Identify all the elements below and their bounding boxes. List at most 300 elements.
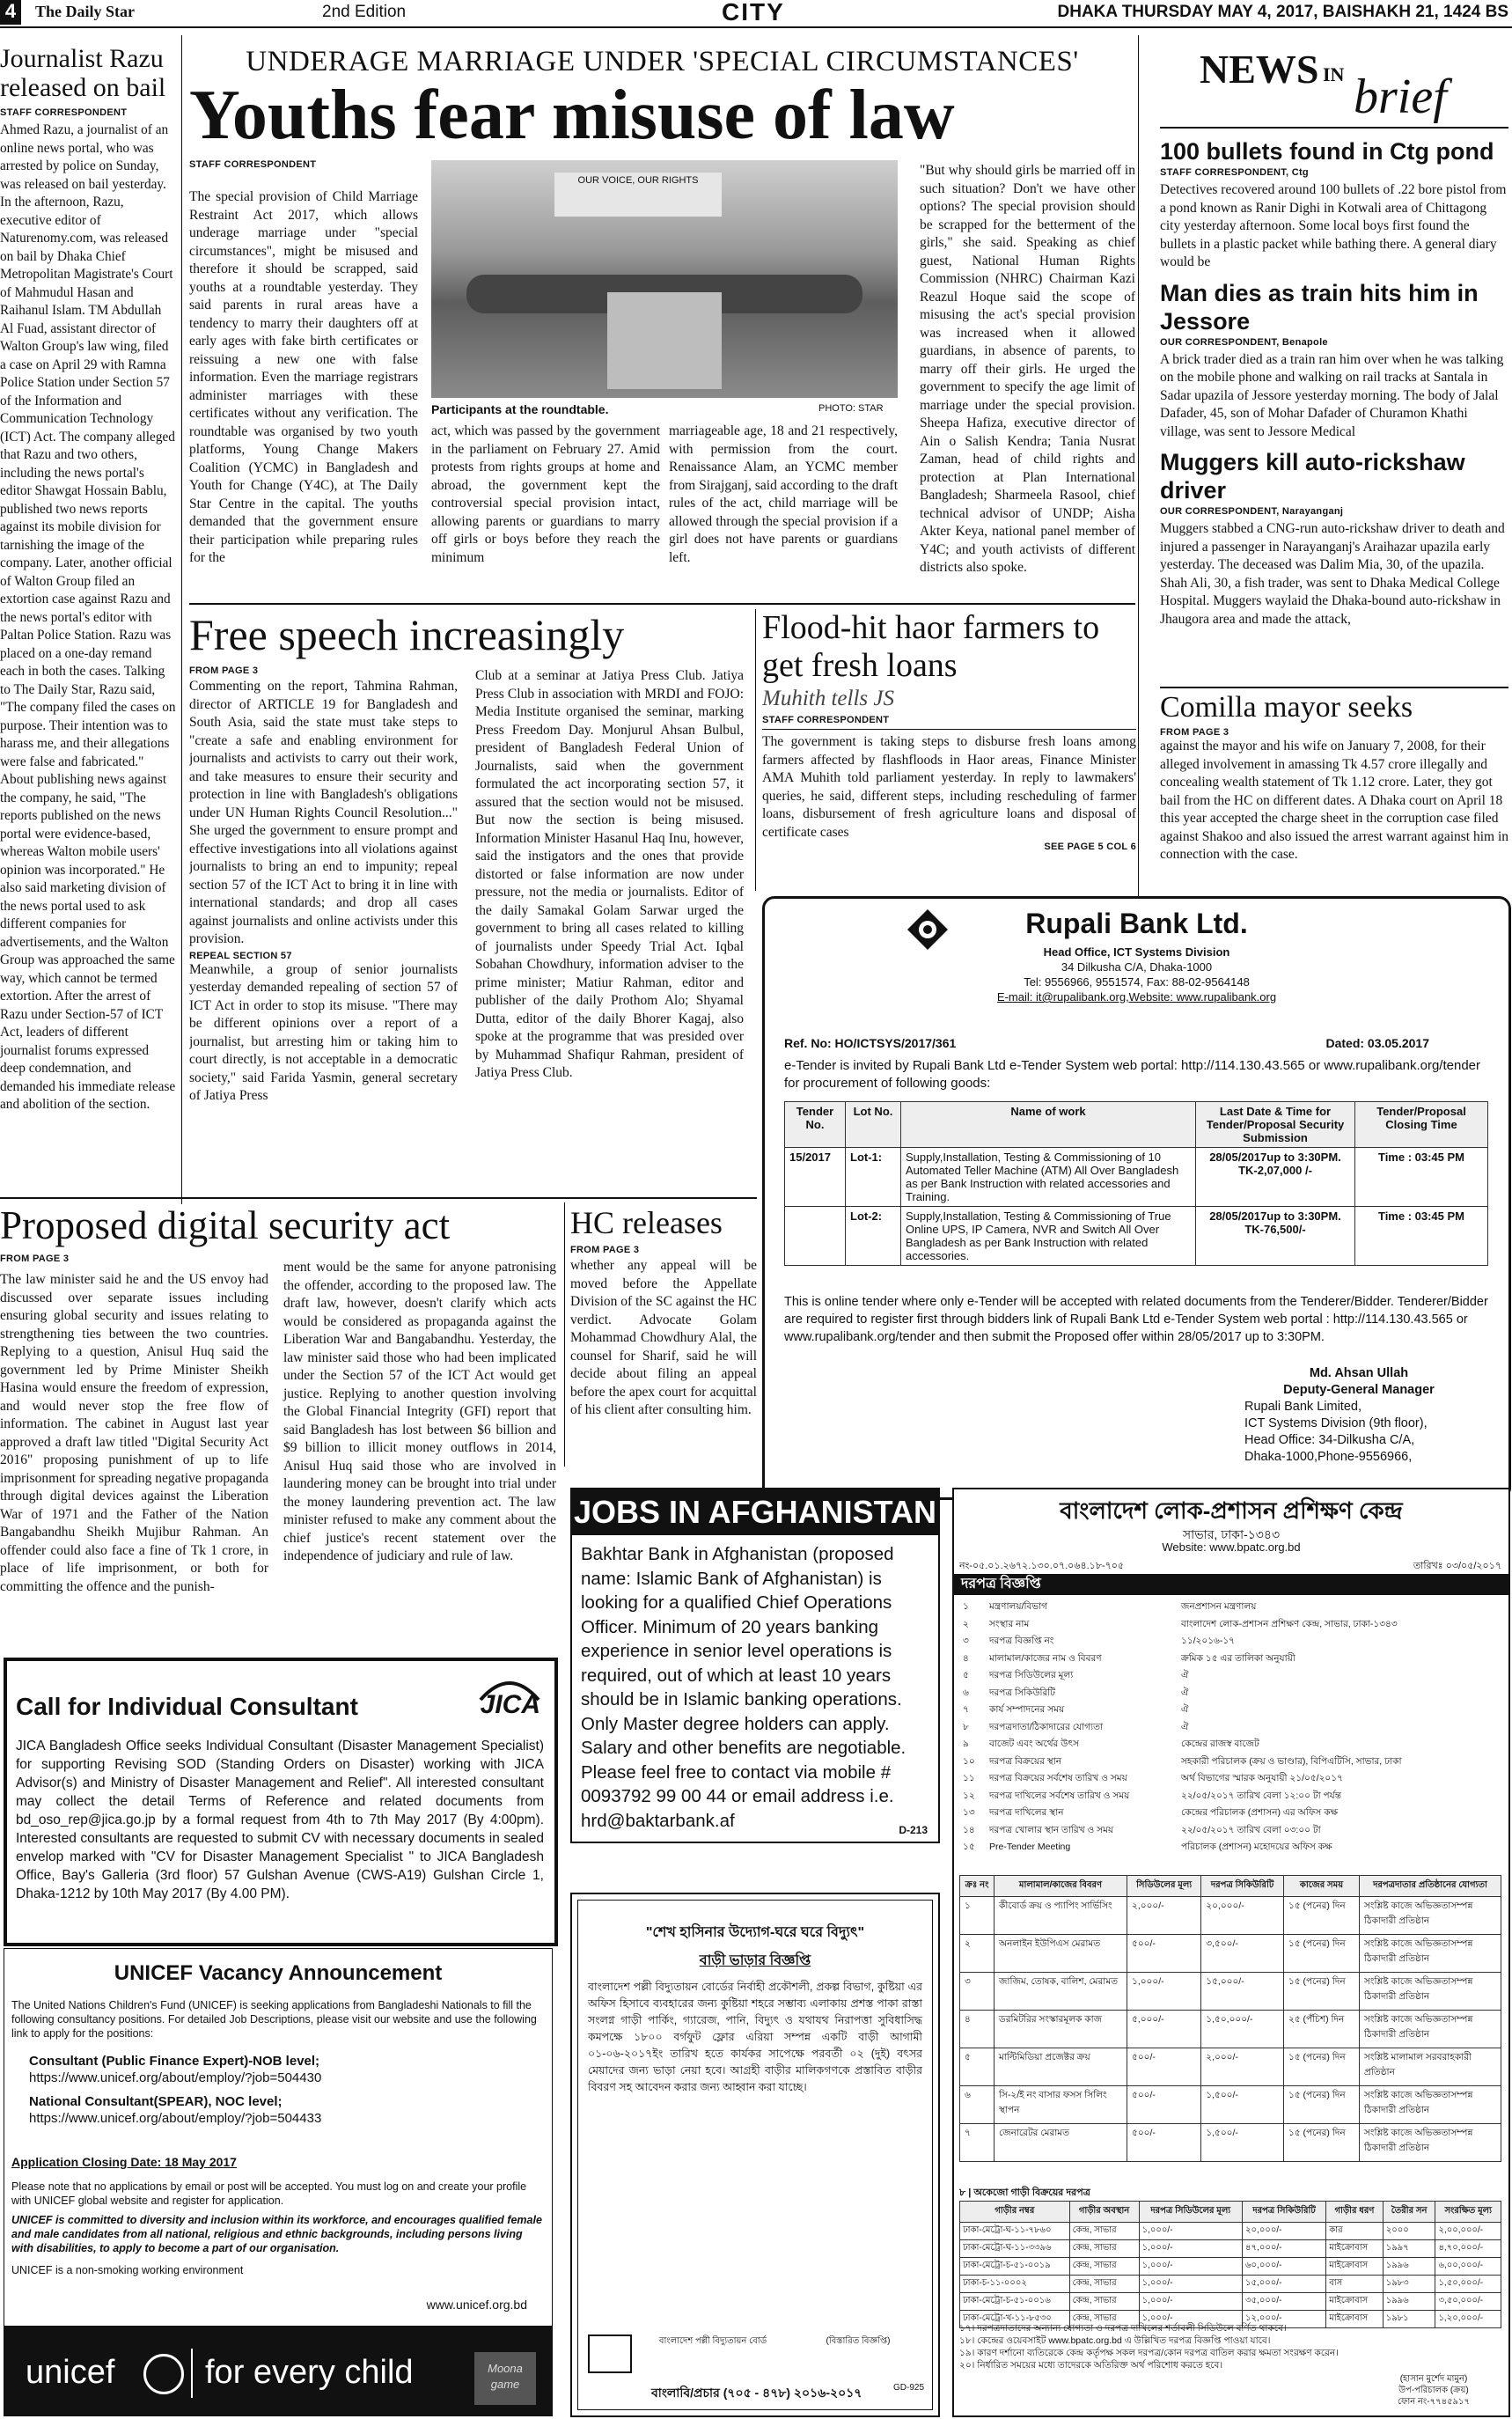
- info-row: [959, 1736, 1501, 1754]
- info-row: [959, 1685, 1501, 1702]
- signatory-name: Md. Ahsan Ullah: [1309, 1366, 1409, 1380]
- brief-body: Muggers stabbed a CNG-run auto-rickshaw driver to death and injured a passenger in Narayanganj's Araihazar upazila early yesterday. The deceased was Dalim Mia, 30, of the upazila. Shah Ali, 30, a fish trader, was sent to Dhaka Medical College Hospital. Muggers waylaid the Dhaka-bound auto-rickshaw in Jhaugora area and made the attack,: [1160, 521, 1505, 627]
- from-page: FROM PAGE 3: [1160, 727, 1229, 738]
- nib-in: IN: [1323, 63, 1345, 85]
- cell: ১৫ (পনের) দিন: [1284, 1935, 1360, 1973]
- brief-body: Detectives recovered around 100 bullets of .22 bore pistol from a pond known as Ranir Dighi in Kotwali area of Chittagong city yesterday afternoon. Some local boys first found the bullets in a plastic packet while bathing there. A general diary would be: [1160, 182, 1507, 269]
- ad-unicef: [4, 1948, 553, 2416]
- cell: ৪: [960, 2011, 995, 2048]
- ad-jobs-afghanistan: [570, 1488, 940, 1843]
- cell: ঢাকা-মেট্রো-চ-৫১-০০১৬: [960, 2293, 1070, 2311]
- headline: Free speech increasingly: [189, 610, 625, 659]
- ad-subtitle: সাভার, ঢাকা-১৩৪৩: [1182, 1527, 1281, 1541]
- body-text: The government is taking steps to disburse fresh loans among farmers affected by flashfloods in Haor areas, Finance Minister AMA Muhith told parliament yesterday. In reply to lawmakers' queries, he said, different steps, including rescheduling of farmer loans, disbursement of fresh agriculture loans and disposal of certificate cases: [762, 729, 1136, 842]
- table-row: [960, 2293, 1501, 2311]
- body-text: Ahmed Razu, a journalist of an online news portal, who was arrested by police on Sunday, was released on bail yesterday. In the afternoon, Razu, executive editor of Naturenomy.com, was released on bail by Dhaka Chief Metropolitan Magistrate's Court of Mahmudul Hasan and Raihanul Islam. TM Abdullah Al Fuad, assistant director of Walton Group's law wing, filed a case on April 29 with Ramna Police Station under Section 57 of the Information and Communication Technology (ICT) Act. The company alleged that Razu and two others, including the news portal's editor Shawgat Hossain Bablu, published two news reports against its mobile division for tarnishing the image of the company. Later, another official of Walton Group filed an extortion case against Razu and the news portal's editor with Paltan Police Station. Razu was placed on a one-day remand each in both the cases. Talking to The Daily Star, Razu said, "The company filed the cases on purpose. Their intention was to harass me, and their allegations were false and fabricated." About publishing news against the company, he said, "The reports published on the news portal were evidence-based, whereas Walton mobile users' opinion was incorporated." He also said marketing division of the news portal used to ask different companies for advertisements, and the Walton Group was approached the same way, which cannot be termed extortion. After the arrest of Razu under Section-57 of ICT Act, leaders of different journalist forums expressed deep condemnation, and demanded his immediate release and abolition of the section.: [0, 122, 176, 1112]
- section-label: CITY: [722, 0, 785, 26]
- cell: ৫০০/-: [1127, 1935, 1201, 1973]
- photo-credit: PHOTO: STAR: [818, 403, 884, 414]
- cell: কার: [1326, 2223, 1384, 2240]
- col-header: দরপত্র সিকিউরিটি: [1243, 2202, 1326, 2223]
- cell: ১৯৯৬: [1383, 2293, 1435, 2311]
- cell: ৭: [960, 2124, 995, 2162]
- cell: জাজিম, তোষক, বালিশ, মেরামত: [995, 1973, 1127, 2011]
- cell: ৪: [963, 1652, 969, 1664]
- note-line: ১৭। দরপত্রদাতাদের অন্যান্য যোগ্যতা ও দরপত্র দাখিলের শর্তাবলী সিডিউলে বর্ণিত থাকবে।: [959, 2323, 1287, 2334]
- memo-number: নং-০৫.০১.২৬৭২.১৩০.০৭.০৬৪.১৮-৭০৫: [959, 1561, 1125, 1571]
- cell: সংশ্লিষ্ট মালামাল সরবরাহকারী প্রতিষ্ঠান: [1360, 2048, 1501, 2086]
- tender-notes: [959, 2322, 1501, 2371]
- unicef-tagline: for every child: [205, 2354, 414, 2391]
- cell: ১৫: [963, 1842, 975, 1852]
- cell: ঢাকা-মেট্রো-খ-১১-৮৫৩০: [960, 2311, 1070, 2328]
- brief-byline: STAFF CORRESPONDENT, Ctg: [1160, 167, 1309, 178]
- byline: STAFF CORRESPONDENT: [762, 715, 890, 725]
- col-header: তৈরীর সন: [1383, 2202, 1435, 2223]
- cell: কেন্দ্রের পরিচালক (প্রশাসন) এর অফিস কক্ষ: [1181, 1807, 1339, 1818]
- tender-note: This is online tender where only e-Tender will be accepted with related documents from the Tenderer/Bidder. Tenderer/Bidder are required to register first through bidders link of Rupali Bank Ltd e-Tender System web portal : http://114.130.43.565 or www.rupalibank.org/tender and then submit the Proposed offer within 28/05/2017 up to 3:30PM.: [784, 1295, 1488, 1344]
- col2: Club at a seminar at Jatiya Press Club. Jatiya Press Club in association with MRDI and FOJO: Media Institute organised the seminar, marking Press Freedom Day. Monjurul Ahsan Bulbul, president of Bangladesh Federal Union of Journalists, said when the government formulated the act incorporating section 57, it assured that the section would not be misused. But now the section is being misused. Information Minister Hasanul Haq Inu, however, said the instigators and the ones that provide distorted or false information are now under pressure, not the media or journalists. Editor of the daily Samakal Golam Sarwar urged the government to bring all cases related to killing of journalists under Speedy Trial Act. Iqbal Sobahan Chowdhury, information adviser to the prime minister; Matiur Rahman, editor and publisher of the daily Prothom Alo; Shyamal Dutta, editor of the daily Bhorer Kagaj, also spoke at the programme that was presided over by Muhammad Shafiqur Rahman, president of Jatiya Press Club.: [475, 668, 744, 1080]
- ref-number: Ref. No: HO/ICTSYS/2017/361: [784, 1036, 957, 1050]
- photo-caption: Participants at the roundtable.: [431, 402, 609, 416]
- note-line: ২০। নির্ধারিত সময়ের মধ্যে তাদেরকে অতিরিক্ত অর্থ পরিশোধ করতে হবে।: [959, 2360, 1223, 2371]
- masthead-small: The Daily Star: [35, 3, 136, 20]
- cell: ১,০০০/-: [1139, 2276, 1242, 2293]
- info-row: [959, 1719, 1501, 1737]
- from-page: FROM PAGE 3: [570, 1245, 640, 1255]
- cell: ৩,৫০০/-: [1201, 1935, 1284, 1973]
- cell: ১৯৯৭: [1383, 2240, 1435, 2258]
- col-header: Tender/Proposal Closing Time: [1355, 1102, 1488, 1148]
- cell: ১১: [963, 1773, 975, 1783]
- byline: STAFF CORRESPONDENT: [189, 159, 317, 170]
- cell: ১০: [963, 1755, 975, 1767]
- table-row: [785, 1148, 1488, 1207]
- cell: ২: [960, 1935, 995, 1973]
- signature-block: [1368, 2373, 1500, 2408]
- from-page: FROM PAGE 3: [0, 1254, 70, 1264]
- cell: ৬,০০,০০০/-: [1435, 2258, 1501, 2276]
- cell: Supply,Installation, Testing & Commissioning of 10 Automated Teller Machine (ATM) All Over Bangladesh as per Bank Instruction with related accessories and Training.: [901, 1148, 1196, 1207]
- cell: ৩,৫০,০০০/-: [1435, 2293, 1501, 2311]
- col1-text: Commenting on the report, Tahmina Rahman, director of ARTICLE 19 for Bangladesh and South Asia, said the state must take steps to "create a safe and enabling environment for journalists and activists to carry out their work, and take measures to ensure their security and protection in line with Bangladesh's obligations under UN Human Rights Council Resolution..." She urged the government to ensure prompt and effective investigations into all violations against journalists to bring an end to impunity; repeal section 57 of the ICT Act to bring it in line with international standards; and drop all cases against journalists and online activists under this provision.: [189, 679, 458, 946]
- info-row: [959, 1651, 1501, 1668]
- table-row: [960, 2258, 1501, 2276]
- tender-table: [784, 1101, 1488, 1266]
- info-row: [959, 1667, 1501, 1685]
- cell: ঢাকা-মেট্রো-ঘ-১১-৭৮৬০: [960, 2223, 1070, 2240]
- story-free-speech: [189, 607, 748, 1180]
- cell: ১,২০,০০০/-: [1435, 2311, 1501, 2328]
- col2: act, which was passed by the government in the parliament on February 27. Amid protests from rights groups at home and abroad, the government kept the controversial special provision intact, allowing parents or guardians to marry off girls or boys before they reach the minimum: [431, 423, 660, 565]
- vehicle-section-label: ৮ | অকেজো গাড়ী বিক্রয়ের দরপত্র: [959, 2187, 1090, 2198]
- headline: Youths fear misuse of law: [189, 77, 955, 154]
- cell: ২: [963, 1618, 969, 1629]
- nib-title: [1160, 42, 1508, 129]
- story-journalist-razu: [0, 44, 176, 1188]
- info-row: [959, 1770, 1501, 1788]
- dept-name: (বিস্তারিত বিজ্ঞপ্তি): [826, 2336, 891, 2346]
- table-row: [960, 2276, 1501, 2293]
- table-row: [960, 1973, 1501, 2011]
- cell: [785, 1207, 846, 1266]
- email-line[interactable]: E-mail: it@rupalibank.org,Website: www.rupalibank.org: [996, 990, 1277, 1004]
- cell: ২২/০৫/২০১৭ তারিখ বেলা ১২:০০ টা পর্যন্ত: [1181, 1790, 1341, 1801]
- ad-subtitle: বাড়ী ভাড়ার বিজ্ঞপ্তি: [699, 1953, 811, 1968]
- cell: মালামাল/কাজের নাম ও বিবরণ: [989, 1652, 1102, 1664]
- address-line: 34 Dilkusha C/A, Dhaka-1000: [1061, 960, 1213, 974]
- ad-title: UNICEF Vacancy Announcement: [114, 1961, 443, 1985]
- cell: ১,০০০/-: [1139, 2293, 1242, 2311]
- photo-backdrop-banner: OUR VOICE, OUR RIGHTS: [554, 173, 722, 217]
- cell: ৪৭,০০০/-: [1243, 2240, 1326, 2258]
- cell: ১৫,০০০/-: [1201, 1973, 1284, 2011]
- col-header: সংরক্ষিত মূল্য: [1435, 2202, 1501, 2223]
- cell: কার্য সম্পাদনের সময়: [989, 1704, 1065, 1715]
- cell: দরপত্র দাখিলের স্থান: [989, 1807, 1064, 1818]
- signatory-title: Deputy-General Manager: [1283, 1383, 1435, 1397]
- cell: ঐ: [1181, 1687, 1189, 1698]
- col-header: Name of work: [901, 1102, 1196, 1148]
- cell: ১২: [963, 1790, 975, 1801]
- news-in-brief: [1160, 42, 1508, 694]
- ad-title: JOBS IN AFGHANISTAN: [572, 1489, 938, 1535]
- col-header: দরপত্রদাতার প্রতিষ্ঠানের যোগ্যতা: [1360, 1876, 1501, 1897]
- ad-body: JICA Bangladesh Office seeks Individual Consultant (Disaster Management Specialist) for supporting Revising SOD (Standing Orders on Disaster) working with JICA Advisor(s) and Ministry of Disaster Management and Relief". All interested consultant may collect the detail Terms of Reference and related documents from bd_oso_rep@jica.go.jp by a formal request from 4th to 7th May 2017 (By 4:00pm). Interested consultants are requested to submit CV with necessary documents in sealed envelop marked with "CV for Disaster Management Specialist " to JICA Bangladesh Office, Bay's Galleria (3rd floor) 57 Gulshan Avenue (CWS-A19) Gulshan Circle 1, Dhaka-1212 by 10th May 2017 (By 4.00 PM).: [16, 1739, 544, 1901]
- ref-date: Dated: 03.05.2017: [1325, 1036, 1429, 1050]
- cell: ১,০০০/-: [1139, 2311, 1242, 2328]
- cell: মাইক্রোবাস: [1326, 2240, 1384, 2258]
- tender-intro: e-Tender is invited by Rupali Bank Ltd e-Tender System web portal: http://114.130.43.565 or www.rupalibank.org/tender for procurement of following goods:: [784, 1058, 1481, 1091]
- cell: ১৯৮১: [1383, 2311, 1435, 2328]
- col1b-text: Meanwhile, a group of senior journalists yesterday demanded repealing of section 57 of ICT Act in order to stop its misuse. "There may be different opinions over a report of a journalist, but arresting him or taking him to court directly, is not acceptable in a democratic society," said Farida Yasmin, general secretary of Jatiya Press: [189, 961, 458, 1103]
- info-row: [959, 1822, 1501, 1840]
- cell: দরপত্র বিক্রয়ের সর্বশেষ তারিখ ও সময়: [989, 1773, 1127, 1783]
- tender-info-table: [959, 1599, 1501, 1857]
- cell: Pre-Tender Meeting: [989, 1842, 1071, 1852]
- col-header: Lot No.: [846, 1102, 901, 1148]
- ad-code: GD-925: [892, 2383, 924, 2393]
- table-header: [960, 2202, 1501, 2223]
- cell: ১,০০০/-: [1139, 2240, 1242, 2258]
- unicef-brand: unicef: [26, 2354, 115, 2391]
- cell: Supply,Installation, Testing & Commissioning of True Online UPS, IP Camera, NVR and Switch All Over Bangladesh as per Bank Instruction with related accessories.: [901, 1207, 1196, 1266]
- subhead: REPEAL SECTION 57: [189, 950, 292, 961]
- brief-item: [1160, 448, 1508, 629]
- edition-label: 2nd Edition: [322, 3, 407, 21]
- vehicle-table: [959, 2201, 1501, 2328]
- col-header: দরপত্র সিডিউলের মূল্য: [1139, 2202, 1242, 2223]
- cell: ১৫ (পনের) দিন: [1284, 2086, 1360, 2124]
- cell: কীবোর্ড ক্রয় ও প্যাপিং সার্ভিসিং: [995, 1897, 1127, 1935]
- cell: ৬: [960, 2086, 995, 2124]
- cell: বাস: [1326, 2276, 1384, 2293]
- ad-rupali-bank: [762, 896, 1511, 1500]
- ad-intro: The United Nations Children's Fund (UNICEF) is seeking applications from Bangladeshi Nationals to fill the following consultancy positions. For detailed Job Descriptions, please visit our website and use the following link to apply for the positions:: [11, 1999, 537, 2040]
- cell: দরপত্র খোলার স্থান তারিখ ও সময়: [989, 1824, 1114, 1835]
- body-text: against the mayor and his wife on January 7, 2008, for their alleged involvement in amassing Tk 4.57 crore illegally and concealing wealth statement of Tk 1.12 crore. Later, they got bail from the HC on different dates. A Dhaka court on April 18 this year accepted the charge sheet in the corruption case filed against Shakoo and also issued the arrest warrant against him in connection with the case.: [1160, 739, 1508, 862]
- ad-body: বাংলাদেশ পল্লী বিদ্যুতায়ন বোর্ডের নির্বাহী প্রকৌশলী, প্রকল্প বিভাগ, কুষ্টিয়া এর অফিস হিসাবে ব্যবহারের জন্য কুষ্টিয়া শহরে সম্ভাব্য এলাকায় প্রশস্ত পাকা রাস্তা সংলগ্ন গাড়ী পার্কিং, গ্যারেজ, পানি, বিদ্যুৎ ও যথাযথ নিরাপত্তা সুবিধাসিদ্ধ কমপক্ষে ১৮০০ বর্গফুট ফ্লোর এরিয়া সম্পন্ন একটি বাড়ী আগামী ০১-০৬-২০১৭ইং তারিখ হতে কার্যকর সাপেক্ষে পরবর্তী ০২ (দুই) বৎসর মেয়াদের জন্য ভাড়া নেয়া হবে। আগ্রহী বাড়ীর মালিকগণকে প্রস্তাবিত বাড়ীর বিবরণ সহ আবেদন করার জন্য আহ্বান করা যাচ্ছে।: [588, 1981, 922, 2093]
- brief-headline: 100 bullets found in Ctg pond: [1160, 138, 1494, 165]
- signature-block: [1244, 1365, 1473, 1466]
- sig-line: ICT Systems Division (9th floor),: [1244, 1416, 1428, 1430]
- cell: ৫০০/-: [1127, 2086, 1201, 2124]
- breb-logo-icon: [588, 2334, 632, 2373]
- headline: HC releases: [570, 1205, 723, 1240]
- cell: ৫: [960, 2048, 995, 2086]
- table-header: [960, 1876, 1501, 1897]
- table-row: [960, 2124, 1501, 2162]
- nib-news: NEWS: [1200, 47, 1319, 92]
- column-rule: [564, 1202, 565, 1467]
- cell: 28/05/2017up to 3:30PM. TK-2,07,000 /-: [1196, 1148, 1355, 1207]
- cell: ১৫ (পনের) দিন: [1284, 2048, 1360, 2086]
- cell: ১,০০০/-: [1139, 2223, 1242, 2240]
- cell: ৫: [963, 1670, 969, 1680]
- cell: ১: [963, 1601, 969, 1612]
- cell: ১৫,০০০/-: [1243, 2276, 1326, 2293]
- section-rule: [189, 603, 1135, 605]
- col-header: কাজের সময়: [1284, 1876, 1360, 1897]
- info-row: [959, 1702, 1501, 1719]
- cell: সংশ্লিষ্ট কাজে অভিজ্ঞতাসম্পন্ন ঠিকাদারী প্রতিষ্ঠান: [1360, 1935, 1501, 1973]
- cell: মাইক্রোবাস: [1326, 2311, 1384, 2328]
- cell: Time : 03:45 PM: [1355, 1207, 1488, 1266]
- cell: সহকারী পরিচালক (ক্রয় ও ভাণ্ডার), বিপিএটিসি, সাভার, ঢাকা: [1181, 1755, 1402, 1767]
- story-digital-security: [0, 1202, 563, 1634]
- info-row: [959, 1805, 1501, 1822]
- table-row: [960, 2223, 1501, 2240]
- cell: ২,০০০/-: [1201, 2048, 1284, 2086]
- cell: ৭: [963, 1704, 969, 1715]
- info-row: [959, 1788, 1501, 1805]
- cell: ১: [960, 1897, 995, 1935]
- ad-note: Please note that no applications by email or post will be accepted. You must log on and create your profile with UNICEF global website and register for application.: [11, 2180, 527, 2207]
- section-rule: [0, 1197, 757, 1199]
- col2: ment would be the same for anyone patronising the offender, according to the proposed law. The draft law, however, doesn't clarify which acts would be considered as propaganda against the Liberation War and Bangabandhu. Yesterday, the law minister said those who had been implicated under the Section 57 of the ICT Act would get justice. Replying to another question involving the Global Financial Integrity (GFI) report that said Bangladesh has lost between $6 billion and $9 billion to illicit money outflows in 2014, Anisul Huq said those who are involved in laundering money can be brought into trial under the money laundering prevention act. The law minister refused to make any comment about the chief justice's recent statement over the independence of judiciary and rule of law.: [283, 1260, 556, 1563]
- ad-footer: বাংলাবি/প্রচার (৭০৫ - ৪৭৮) ২০১৬-২০১৭: [651, 2386, 862, 2400]
- sig-line: Head Office: 34-Dilkusha C/A,: [1244, 1433, 1415, 1447]
- cell: ১৯৯৬: [1383, 2258, 1435, 2276]
- jica-logo-text: JICA: [480, 1690, 540, 1719]
- website-link[interactable]: www.unicef.org.bd: [426, 2298, 527, 2312]
- table-row: [785, 1207, 1488, 1266]
- table-row: [960, 2240, 1501, 2258]
- table-row: [960, 1897, 1501, 1935]
- cell: ২,০০,০০০/-: [1435, 2223, 1501, 2240]
- cell: ঐ: [1181, 1704, 1189, 1715]
- headline: Journalist Razu released on bail: [0, 44, 166, 102]
- cell: কেন্দ্র, সাভার: [1069, 2223, 1139, 2240]
- brief-headline: Man dies as train hits him in Jessore: [1160, 279, 1479, 335]
- column-rule: [181, 35, 182, 1204]
- cell: Lot-2:: [846, 1207, 901, 1266]
- cell: ৬: [963, 1687, 969, 1698]
- jump-line: SEE PAGE 5 COL 6: [1044, 842, 1136, 852]
- cell: ১৪: [963, 1824, 975, 1835]
- col-header: গাড়ীর ধরণ: [1326, 2202, 1384, 2223]
- cell: ৮: [963, 1721, 969, 1732]
- cell: ঐ: [1181, 1670, 1189, 1680]
- ad-body: Bakhtar Bank in Afghanistan (proposed name: Islamic Bank of Afghanistan) is looking for a qualified Chief Operations Officer. Minimum of 20 years banking experience in senior level operations is required, out of which at least 10 years should be in Islamic banking operations. Only Master degree holders can apply. Salary and other benefits are negotiable. Please feel free to contact via mobile # 0093792 99 00 44 or email address i.e. hrd@baktarbank.af: [581, 1544, 906, 1831]
- tender-band: দরপত্র বিজ্ঞপ্তি: [954, 1574, 1508, 1595]
- subhead: Muhith tells JS: [762, 687, 894, 710]
- cell: সংশ্লিষ্ট কাজে অভিজ্ঞতাসম্পন্ন ঠিকাদারী প্রতিষ্ঠান: [1360, 1897, 1501, 1935]
- issue-date: DHAKA THURSDAY MAY 4, 2017, BAISHAKH 21, 1424 BS: [1057, 3, 1508, 21]
- roundtable-photo: [431, 160, 898, 398]
- cell: ১,৫০,০০০/-: [1201, 2011, 1284, 2048]
- ad-house-rent: [570, 1893, 940, 2417]
- cell: ১,৫০০/-: [1201, 2086, 1284, 2124]
- cell: ৩৫,০০০/-: [1243, 2293, 1326, 2311]
- cell: ঢাকা-চ-১১-০০০২: [960, 2276, 1070, 2293]
- website-link[interactable]: Website: www.bpatc.org.bd: [1162, 1540, 1301, 1554]
- position-link[interactable]: https://www.unicef.org/about/employ/?job=504433: [29, 2111, 322, 2126]
- note-line: ১৮। কেন্দ্রের ওয়েবসাইট www.bpatc.org.bd এ উল্লিখিত দরপত্র বিজ্ঞপ্তি পাওয়া যাবে।: [959, 2335, 1271, 2346]
- cell: সংশ্লিষ্ট কাজে অভিজ্ঞতাসম্পন্ন ঠিকাদারী প্রতিষ্ঠান: [1360, 2086, 1501, 2124]
- diversity-statement: UNICEF is committed to diversity and inclusion within its workforce, and encourages qualified female and male candidates from all national, religious and ethnic backgrounds, including persons living with disabilities, to apply to become a part of our organisation.: [11, 2214, 542, 2254]
- table-header: [785, 1102, 1488, 1148]
- divider: [191, 2349, 193, 2398]
- cell: অর্থ বিভাগের স্মারক অনুযায়ী ২১/০৫/২০১৭: [1181, 1773, 1343, 1783]
- note-line: ১৯। কারণ দর্শানো ব্যতিরেকে কেন্দ্র কর্তৃপক্ষ সকল দরপত্র/কোন দরপত্র বাতিল করার ক্ষমতা সংরক্ষণ করেন।: [959, 2348, 1339, 2358]
- headline: Flood-hit haor farmers to get fresh loans: [762, 609, 1100, 684]
- brief-headline: Muggers kill auto-rickshaw driver: [1160, 449, 1465, 504]
- tender-items-table: [959, 1875, 1501, 2162]
- table-row: [960, 1935, 1501, 1973]
- info-row: [959, 1839, 1501, 1857]
- ad-title: Call for Individual Consultant: [16, 1693, 358, 1720]
- cell: ৫০০/-: [1127, 2124, 1201, 2162]
- cell: বাংলাদেশ লোক-প্রশাসন প্রশিক্ষণ কেন্দ্র, সাভার, ঢাকা-১৩৪৩: [1181, 1618, 1398, 1629]
- cell: 15/2017: [785, 1148, 846, 1207]
- cell: ১,৫০০/-: [1201, 2124, 1284, 2162]
- cell: ১৫ (পনের) দিন: [1284, 2124, 1360, 2162]
- ad-jica: [4, 1658, 558, 1946]
- cell: ২২/০৫/২০১৭ তারিখ বেলা ০৩:০০ টা: [1181, 1824, 1321, 1835]
- cell: ১৫ (পনের) দিন: [1284, 1973, 1360, 2011]
- col-header: গাড়ীর অবস্থান: [1069, 2202, 1139, 2223]
- unicef-globe-icon: [143, 2354, 184, 2394]
- ad-code: D-213: [899, 1824, 928, 1836]
- col3: marriageable age, 18 and 21 respectively, with permission from the court. Renaissance Alam, an YCMC member from Sirajganj, said according to the draft rules of the act, child marriage will be allowed through the special provision if a girl does not have parents or guardians left.: [669, 423, 898, 565]
- nib-brief: brief: [1354, 70, 1447, 124]
- column-rule: [755, 609, 756, 891]
- col-header: গাড়ীর নম্বর: [960, 2202, 1070, 2223]
- cell: অনলাইন ইউপিএস মেরামত: [995, 1935, 1127, 1973]
- info-row: [959, 1616, 1501, 1634]
- from-page: FROM PAGE 3: [189, 665, 259, 676]
- col1: The law minister said he and the US envoy had discussed over separate issues including ensuring global security and issues relating to strengthening ties between the two countries. Replying to a question, Anisul Huq said the government led by Prime Minister Sheikh Hasina would ensure the freedom of expression, and would never stop the free flow of information. The cabinet in August last year approved a draft law titled "Digital Security Act 2016" proposing punishment of up to life imprisonment for spreading negative propaganda through digital devices against the Liberation War of 1971 and the Father of the Nation Bangabandhu Sheikh Mujibur Rahman. An offender could also face a fine of Tk 1 crore, in place of life imprisonment, or both for committing the offence and the punish-: [0, 1272, 268, 1594]
- headline: Proposed digital security act: [0, 1203, 451, 1247]
- cell: ডরমিটরির সংস্কারমূলক কাজ: [995, 2011, 1127, 2048]
- brief-byline: OUR CORRESPONDENT, Benapole: [1160, 336, 1328, 348]
- cell: সি-২/ই নং বাসার ফসস সিলিং স্থাপন: [995, 2086, 1127, 2124]
- cell: পরিচালক (প্রশাসন) মহোদয়ের অফিস কক্ষ: [1181, 1842, 1332, 1852]
- cell: সংশ্লিষ্ট কাজে অভিজ্ঞতাসম্পন্ন ঠিকাদারী প্রতিষ্ঠান: [1360, 2124, 1501, 2162]
- position-title: Consultant (Public Finance Expert)-NOB level;: [29, 2054, 320, 2069]
- cell: মাইক্রোবাস: [1326, 2258, 1384, 2276]
- cell: ১৯৮৩: [1383, 2276, 1435, 2293]
- cell: ১,৫০,০০০/-: [1435, 2276, 1501, 2293]
- ad-title: বাংলাদেশ লোক-প্রশাসন প্রশিক্ষণ কেন্দ্র: [1060, 1497, 1403, 1524]
- cell: ৯: [963, 1739, 969, 1749]
- story-flood-haor: [762, 609, 1136, 891]
- headline: Comilla mayor seeks: [1160, 691, 1413, 724]
- memo-date: তারিখঃ ০৩/০৫/২০১৭: [1413, 1561, 1501, 1571]
- cell: কেন্দ্র, সাভার: [1069, 2293, 1139, 2311]
- table-row: [960, 2011, 1501, 2048]
- col-header: Last Date & Time for Tender/Proposal Security Submission: [1196, 1102, 1355, 1148]
- bank-name: Rupali Bank Ltd.: [1025, 908, 1248, 939]
- signatory-name: (হাসান মুর্শেদ মামুন): [1399, 2374, 1468, 2384]
- page-number: 4: [0, 0, 21, 25]
- cell: ২০,০০০/-: [1201, 1897, 1284, 1935]
- cell: কেন্দ্র, সাভার: [1069, 2276, 1139, 2293]
- col1: [189, 678, 458, 1106]
- brief-byline: OUR CORRESPONDENT, Narayanganj: [1160, 506, 1344, 517]
- cell: ১,০০০/-: [1139, 2258, 1242, 2276]
- org-name: বাংলাদেশ পল্লী বিদ্যুতায়ন বোর্ড: [658, 2336, 767, 2346]
- cell: ঢাকা-মেট্রো-ঘ-১১-৩৩৯৬: [960, 2240, 1070, 2258]
- brief-item: [1160, 279, 1508, 442]
- body-text: whether any appeal will be moved before the Appellate Division of the SC against the HC verdict. Advocate Golam Mohammad Chowdhury Alal, the counsel for Sharif, said he will decide about filing an appeal before the apex court for acquittal of his client after consulting him.: [570, 1258, 757, 1417]
- cell: ৩: [963, 1636, 969, 1646]
- office-line: Head Office, ICT Systems Division: [1043, 945, 1230, 959]
- ad-bpatc-tender: [952, 1488, 1510, 2417]
- jica-logo: [461, 1670, 540, 1724]
- col-header: Tender No.: [785, 1102, 846, 1148]
- cell: মন্ত্রণালয়/বিভাগ: [989, 1601, 1048, 1612]
- cell: ১৫ (পনের) দিন: [1284, 1897, 1360, 1935]
- cell: কেন্দ্র, সাভার: [1069, 2240, 1139, 2258]
- cell: ৫,০০০/-: [1127, 2011, 1201, 2048]
- table-row: [960, 2048, 1501, 2086]
- cell: Lot-1:: [846, 1148, 901, 1207]
- sig-line: Rupali Bank Limited,: [1244, 1400, 1362, 1414]
- cell: Time : 03:45 PM: [1355, 1148, 1488, 1207]
- col-header: মালামাল/কাজের বিবরণ: [995, 1876, 1127, 1897]
- cell: কেন্দ্র, সাভার: [1069, 2311, 1139, 2328]
- cell: ক্রমিক ১৫ এর তালিকা অনুযায়ী: [1181, 1652, 1295, 1664]
- tel-line: Tel: 9556966, 9551574, Fax: 88-02-9564148: [1024, 975, 1250, 989]
- col-header: সিডিউলের মূল্য: [1127, 1876, 1201, 1897]
- table-center: [607, 292, 722, 389]
- cell: ৫০০/-: [1127, 2048, 1201, 2086]
- col1: The special provision of Child Marriage Restraint Act 2017, which allows underage marriage under "special circumstances", might be misused and therefore it should be scrapped, said youths at a roundtable yesterday. They said parents in rural areas have a tendency to marry their daughters off at early ages with fake birth certificates or reissuing a new one with false information. Even the marriage registrars administer marriages with these certificates without any verification. The roundtable was organised by two youth platforms, Young Change Makers Coalition (YCMC) in Bangladesh and Youth for Change (Y4C), at The Daily Star Centre in the capital. The youths demanded that the government ensure their participation while preparing rules for the: [189, 189, 418, 565]
- cell: ১,০০০/-: [1127, 1973, 1201, 2011]
- cell: দরপত্র সিডিউলের মূল্য: [989, 1670, 1074, 1680]
- story-youths: [189, 46, 1135, 627]
- cell: ৩: [960, 1973, 995, 2011]
- col-header: ক্রঃ নং: [960, 1876, 995, 1897]
- positions-list: [29, 2053, 539, 2127]
- cell: সংশ্লিষ্ট কাজে অভিজ্ঞতাসম্পন্ন ঠিকাদারী প্রতিষ্ঠান: [1360, 1973, 1501, 2011]
- sig-line: Dhaka-1000,Phone-9556966,: [1244, 1450, 1413, 1464]
- position-title: National Consultant(SPEAR), NOC level;: [29, 2094, 283, 2109]
- story-hc-releases: [570, 1202, 757, 1467]
- signatory-title: উপ-পরিচালক (ক্রয়): [1398, 2386, 1469, 2395]
- ad-title: "শেখ হাসিনার উদ্যোগ-ঘরে ঘরে বিদ্যুৎ": [645, 1925, 865, 1940]
- cell: ২০,০০০/-: [1243, 2223, 1326, 2240]
- cell: সংশ্লিষ্ট কাজে অভিজ্ঞতাসম্পন্ন ঠিকাদারী প্রতিষ্ঠান: [1360, 2011, 1501, 2048]
- cell: ৬০,০০০/-: [1243, 2258, 1326, 2276]
- cell: কেন্দ্রের রাজস্ব বাজেট: [1181, 1739, 1259, 1749]
- position-link[interactable]: https://www.unicef.org/about/employ/?job=504430: [29, 2070, 322, 2085]
- info-row: [959, 1633, 1501, 1651]
- page-banner: [0, 0, 1512, 28]
- cell: ১২,০০০/-: [1243, 2311, 1326, 2328]
